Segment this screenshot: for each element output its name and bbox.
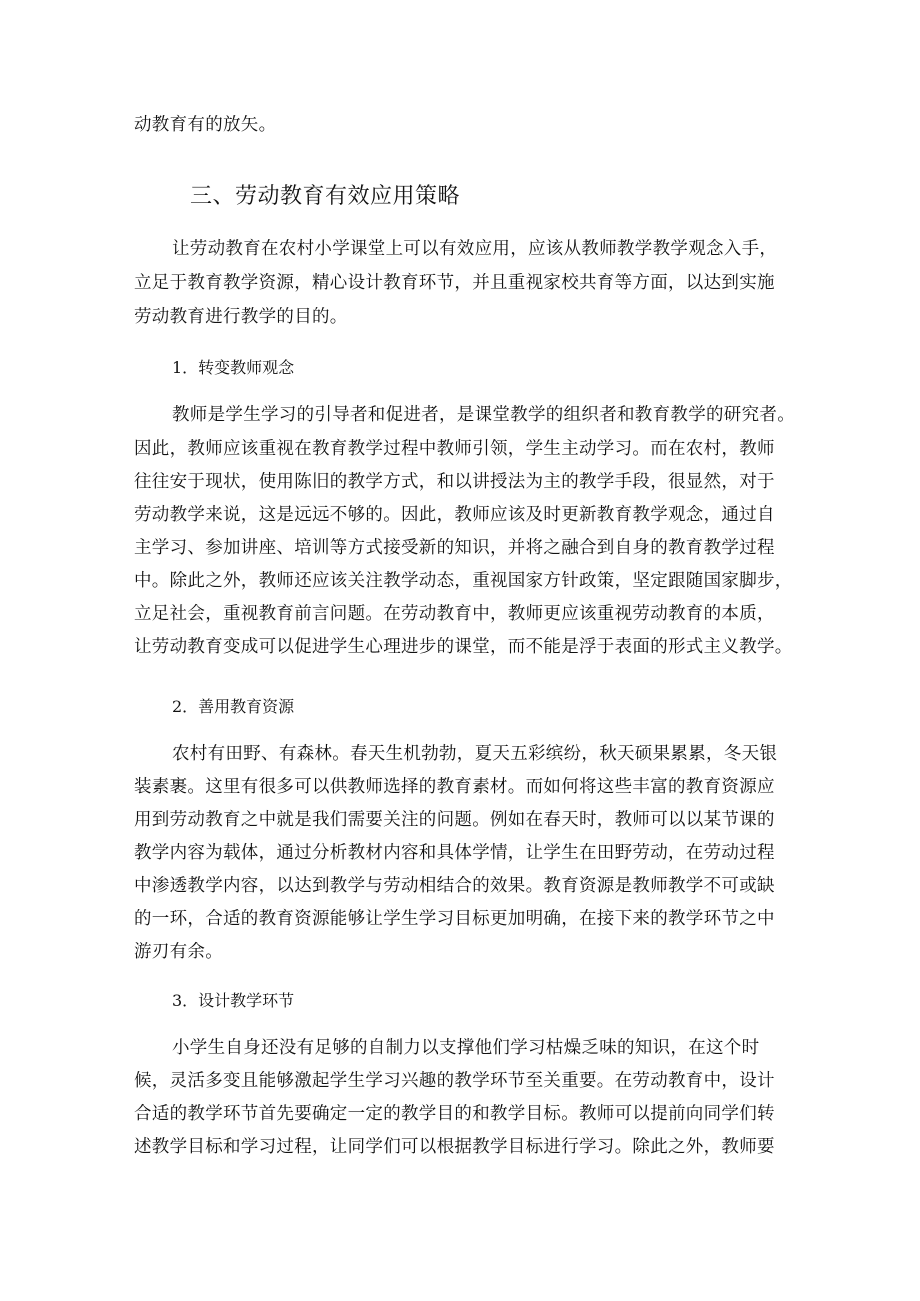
- paragraph-line: 教师是学生学习的引导者和促进者，是课堂教学的组织者和教育教学的研究者。: [172, 405, 795, 425]
- paragraph-line: 让劳动教育在农村小学课堂上可以有效应用，应该从教师教学教学观念入手，: [172, 239, 778, 259]
- paragraph-line: 述教学目标和学习过程，让同学们可以根据教学目标进行学习。除此之外，教师要: [134, 1137, 775, 1157]
- paragraph-line: 合适的教学环节首先要确定一定的教学目的和教学目标。教师可以提前向同学们转: [134, 1104, 775, 1124]
- paragraph-line: 装素裹。这里有很多可以供教师选择的教育素材。而如何将这些丰富的教育资源应: [134, 777, 775, 797]
- paragraph-line: 让劳动教育变成可以促进学生心理进步的课堂，而不能是浮于表面的形式主义教学。: [134, 637, 793, 657]
- paragraph-line: 中。除此之外，教师还应该关注教学动态，重视国家方针政策，坚定跟随国家脚步，: [134, 571, 793, 591]
- paragraph-line: 劳动教育进行教学的目的。: [134, 307, 348, 327]
- paragraph-line: 教学内容为载体，通过分析教材内容和具体学情，让学生在田野劳动，在劳动过程: [134, 843, 775, 863]
- paragraph-line: 因此，教师应该重视在教育教学过程中教师引领，学生主动学习。而在农村，教师: [134, 439, 775, 459]
- subsection-heading: 3．设计教学环节: [172, 991, 295, 1010]
- paragraph-line: 游刃有余。: [134, 942, 223, 962]
- subsection-heading: 1．转变教师观念: [172, 358, 295, 377]
- paragraph-line: 农村有田野、有森林。春天生机勃勃，夏天五彩缤纷，秋天硕果累累，冬天银: [172, 744, 778, 764]
- paragraph-line: 动教育有的放矢。: [134, 115, 277, 135]
- paragraph-line: 主学习、参加讲座、培训等方式接受新的知识，并将之融合到自身的教育教学过程: [134, 538, 775, 558]
- paragraph-line: 劳动教学来说，这是远远不够的。因此，教师应该及时更新教育教学观念，通过自: [134, 505, 775, 525]
- paragraph-line: 立足于教育教学资源，精心设计教育环节，并且重视家校共育等方面，以达到实施: [134, 273, 775, 293]
- subsection-heading: 2．善用教育资源: [172, 697, 295, 716]
- paragraph-line: 往往安于现状，使用陈旧的教学方式，和以讲授法为主的教学手段，很显然，对于: [134, 472, 775, 492]
- paragraph-line: 小学生自身还没有足够的自制力以支撑他们学习枯燥乏味的知识，在这个时: [172, 1038, 760, 1058]
- paragraph-line: 的一环，合适的教育资源能够让学生学习目标更加明确，在接下来的教学环节之中: [134, 909, 775, 929]
- paragraph-line: 候，灵活多变且能够激起学生学习兴趣的教学环节至关重要。在劳动教育中，设计: [134, 1071, 775, 1091]
- paragraph-line: 用到劳动教育之中就是我们需要关注的问题。例如在春天时，教师可以以某节课的: [134, 810, 775, 830]
- paragraph-line: 立足社会，重视教育前言问题。在劳动教育中，教师更应该重视劳动教育的本质，: [134, 604, 775, 624]
- section-heading: 三、劳动教育有效应用策略: [190, 184, 461, 209]
- paragraph-line: 中渗透教学内容，以达到教学与劳动相结合的效果。教育资源是教师教学不可或缺: [134, 876, 775, 896]
